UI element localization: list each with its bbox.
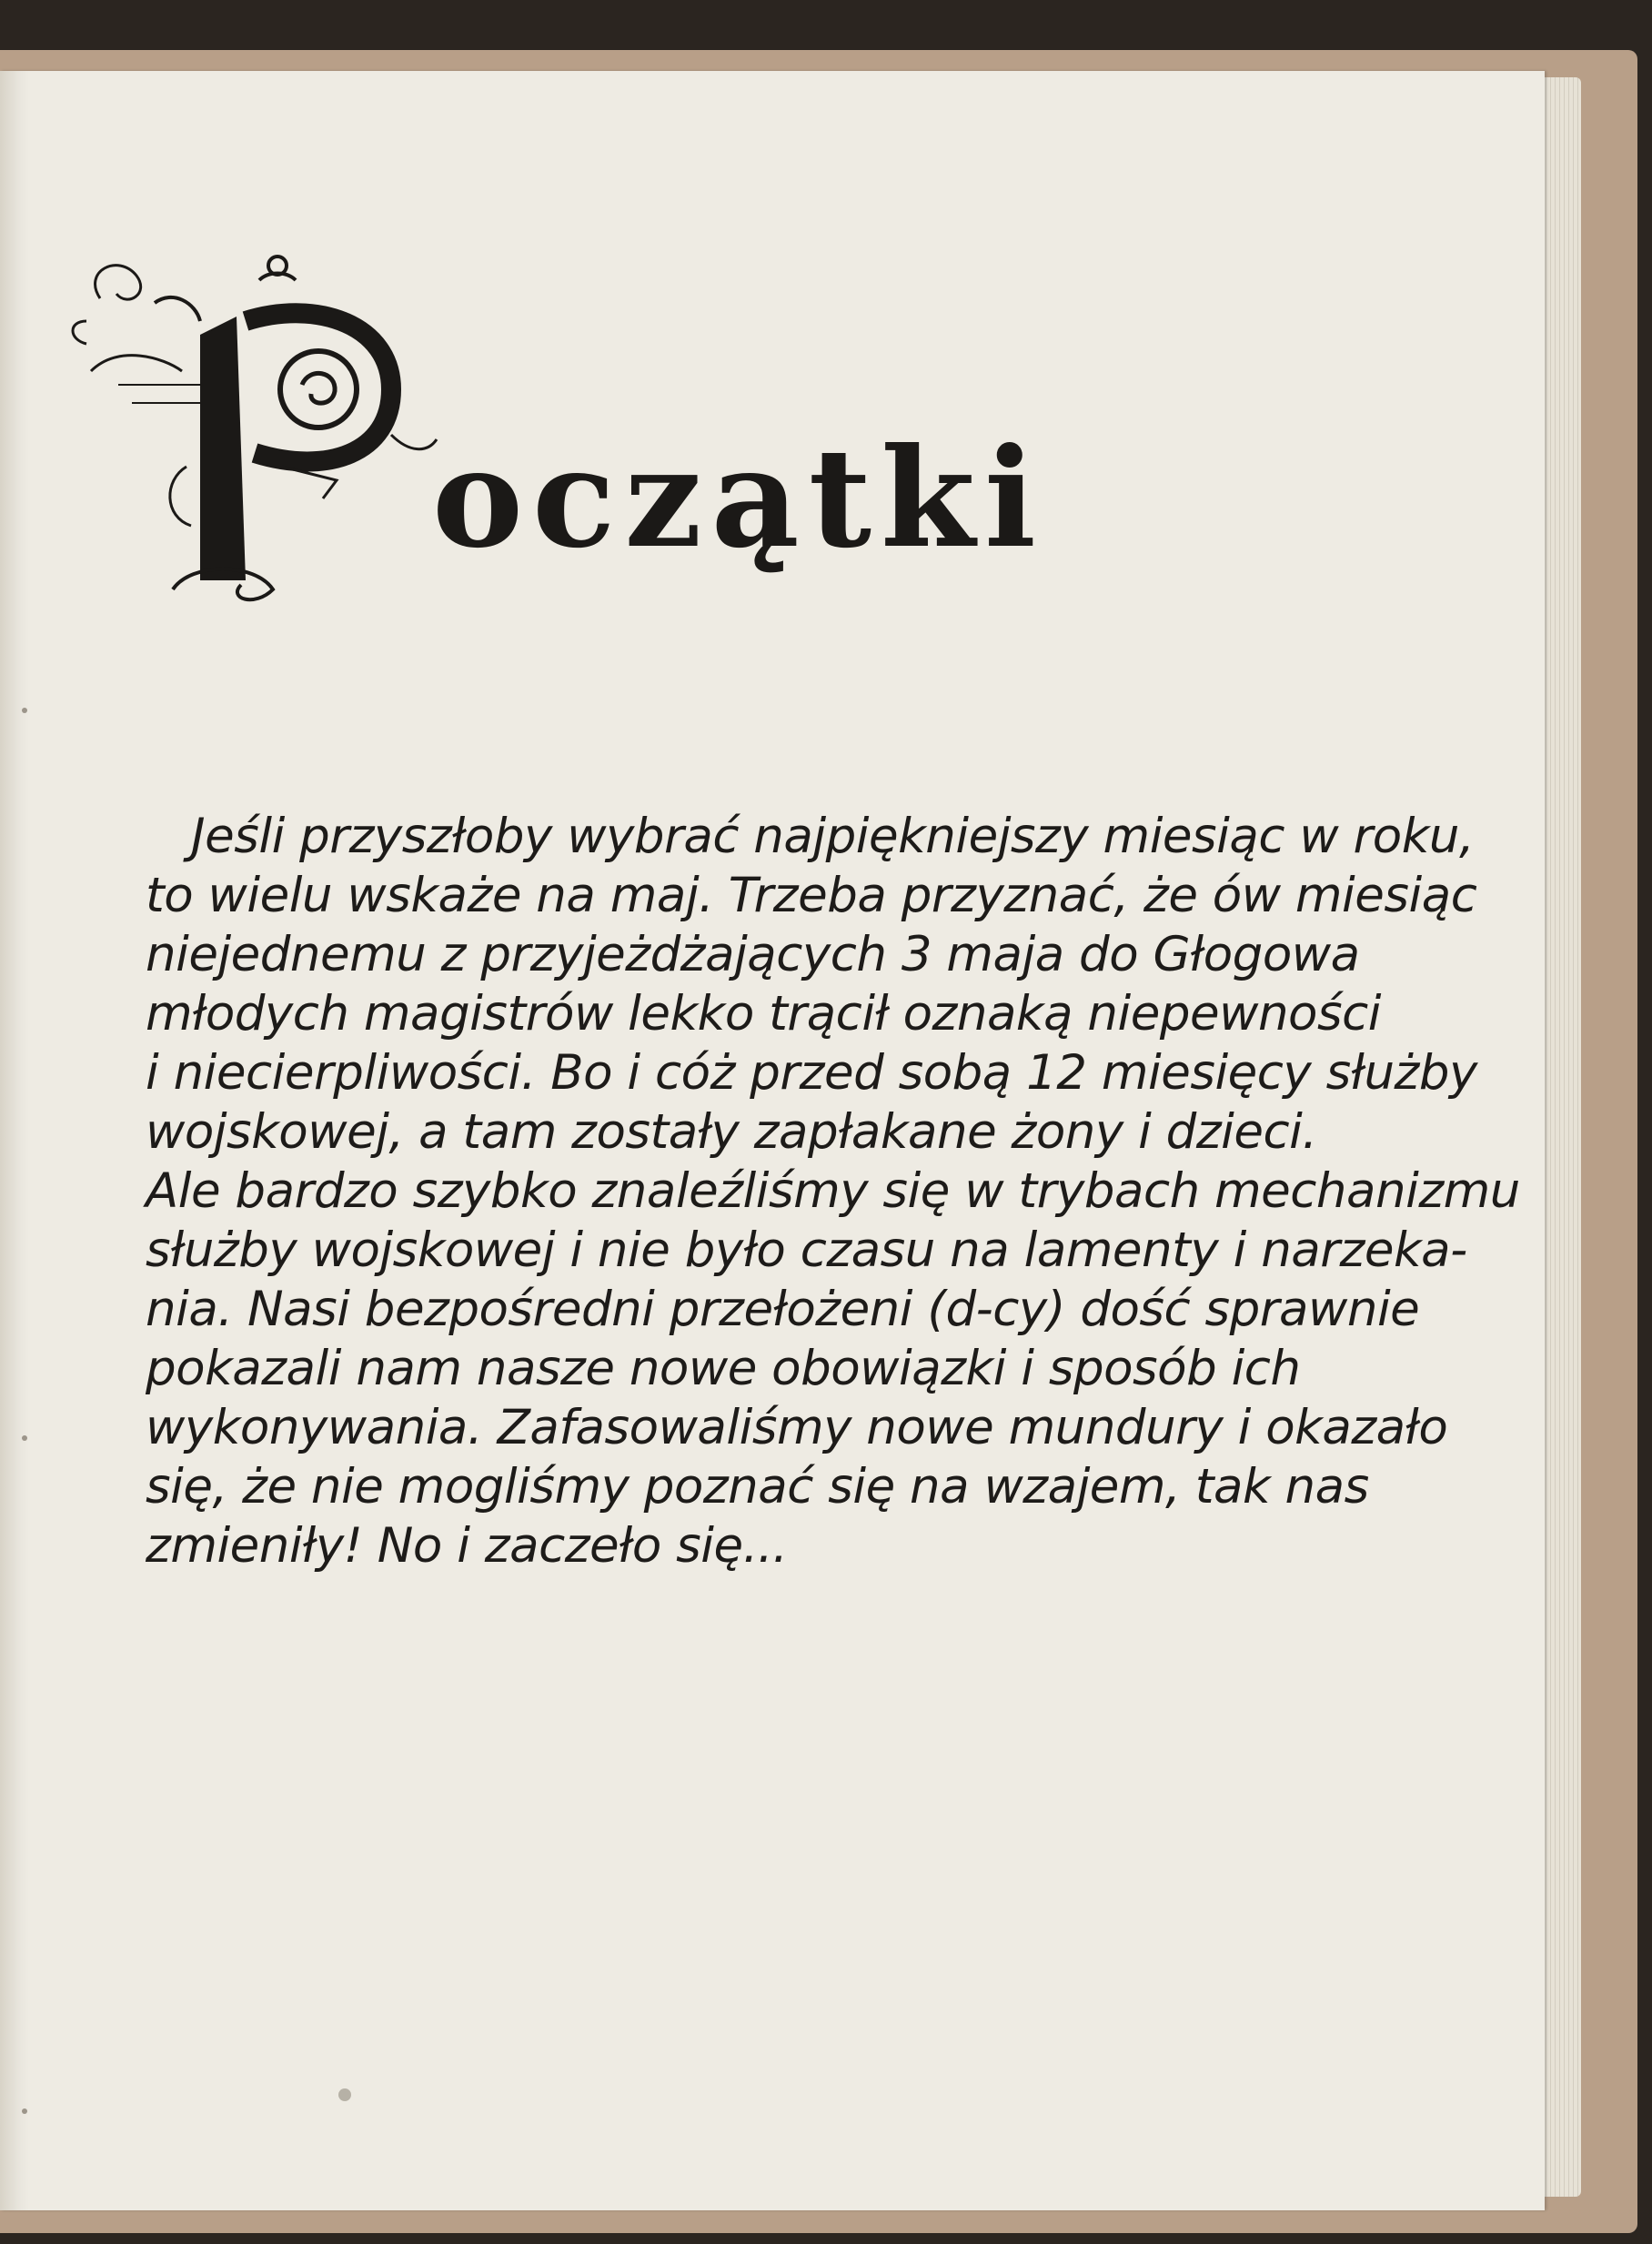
text-line: i niecierpliwości. Bo i cóż przed sobą 12 miesięcy służby (146, 1045, 1477, 1101)
binding-stitch (22, 1435, 27, 1441)
text-line: to wielu wskaże na maj. Trzeba przyznać, że ów miesiąc (146, 868, 1477, 923)
text-line: Ale bardzo szybko znaleźliśmy się w trybach mechanizmu (146, 1163, 1520, 1219)
text-line: młodych magistrów lekko trącił oznaką niepewności (146, 986, 1381, 1041)
chapter-title (64, 235, 1155, 617)
binding-stitch (22, 708, 27, 713)
text-line: wykonywania. Zafasowaliśmy nowe mundury i okazało (146, 1400, 1448, 1455)
text-line: zmieniły! No i zaczeło się... (146, 1518, 788, 1574)
page-spine (0, 71, 29, 2210)
page-sheet (0, 71, 1545, 2210)
paper-stain (338, 2088, 351, 2101)
binding-stitch (22, 2108, 27, 2114)
ornate-initial-p (64, 235, 446, 617)
text-line: niejednemu z przyjeżdżających 3 maja do Głogowa (146, 927, 1360, 982)
text-line: Jeśli przyszłoby wybrać najpiękniejszy miesiąc w roku, (191, 809, 1475, 864)
text-line: wojskowej, a tam zostały zapłakane żony i dzieci. (146, 1104, 1317, 1160)
text-line: się, że nie mogliśmy poznać się na wzajem, tak nas (146, 1459, 1369, 1514)
title-text: oczątki (432, 418, 1045, 579)
body-text (146, 809, 1520, 1581)
text-line: służby wojskowej i nie było czasu na lamenty i narzeka- (146, 1223, 1467, 1278)
text-line: pokazali nam nasze nowe obowiązki i sposób ich (146, 1341, 1301, 1396)
text-line: nia. Nasi bezpośredni przełożeni (d-cy) dość sprawnie (146, 1282, 1420, 1337)
